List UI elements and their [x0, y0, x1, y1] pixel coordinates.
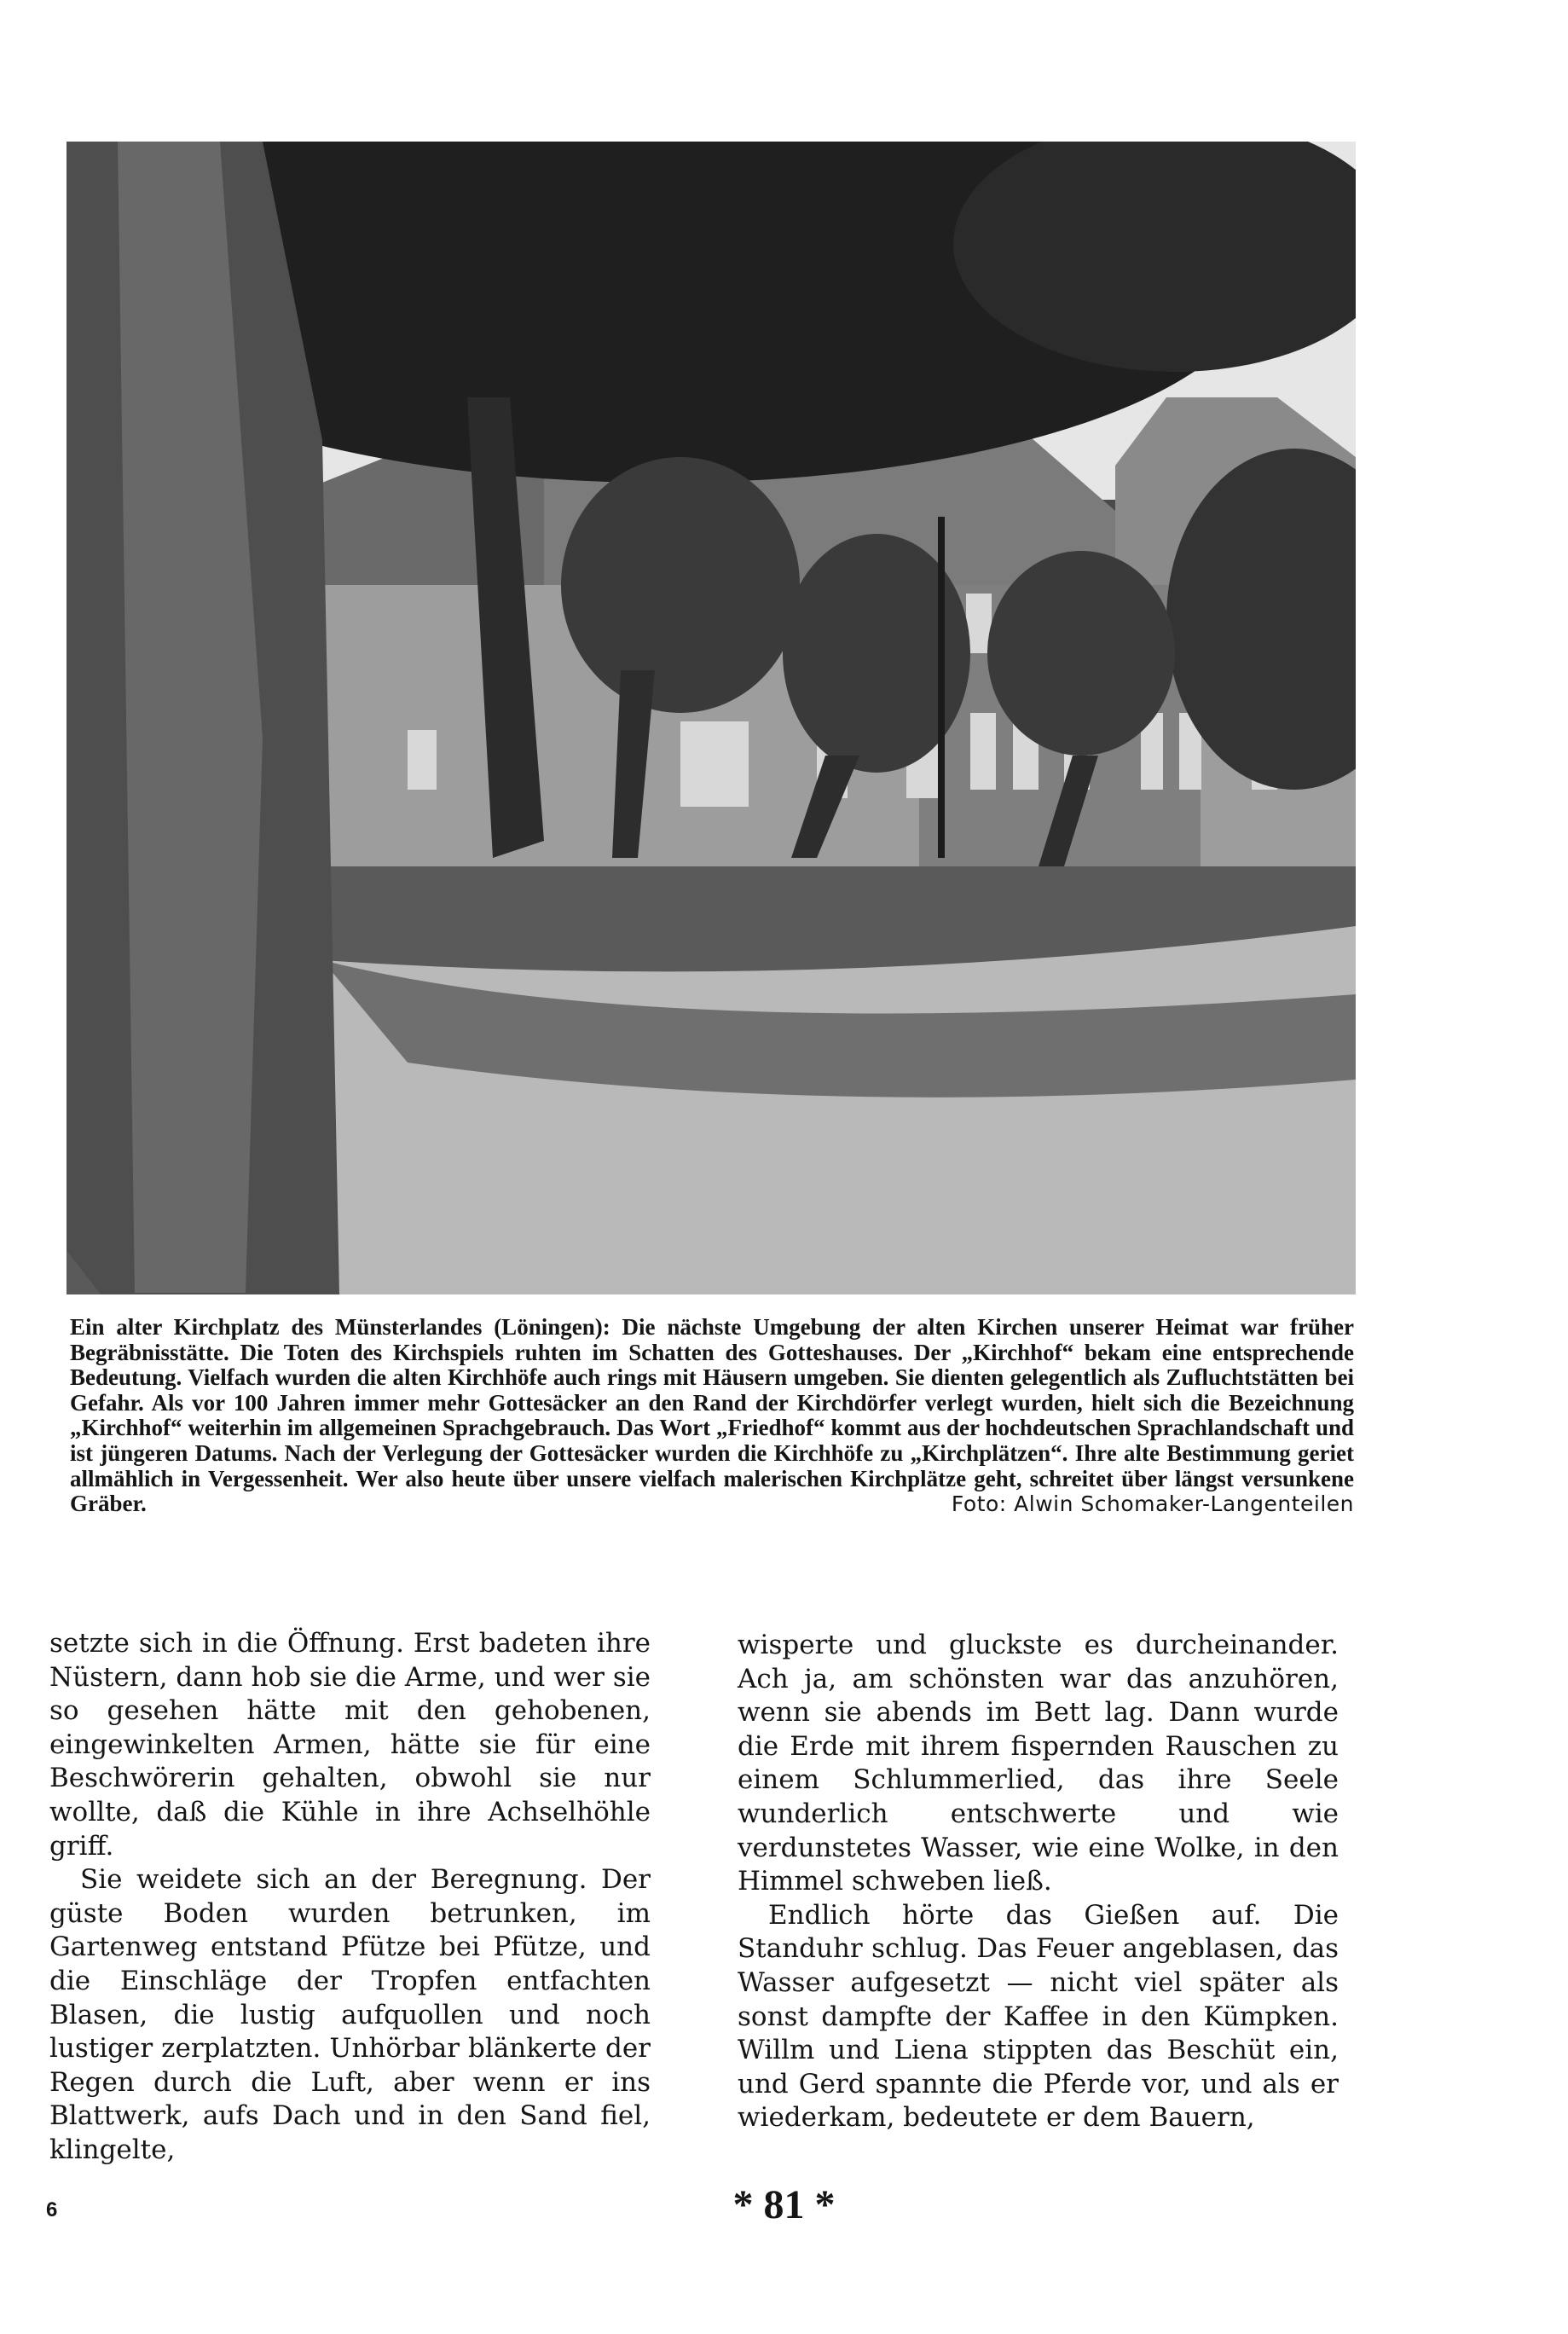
- right-paragraph-1: wisperte und gluckste es durcheinander. Ach ja, am schönsten war das anzuhören, wenn sie abends im Bett lag. Dann wurde die Erde mit ihrem fispernden Rauschen zu einem Schlummerlied, das ihre Seele wunderlich entschwerte und wie verdunstetes Wasser, wie eine Wolke, in den Himmel schweben ließ.: [738, 1630, 1339, 1897]
- photo-credit: Foto: Alwin Schomaker-Langenteilen: [951, 1491, 1354, 1517]
- church-square-photo: [67, 142, 1356, 1294]
- page-number: * 81 *: [732, 2182, 836, 2227]
- left-paragraph-2: Sie weidete sich an der Beregnung. Der güste Boden wurden betrunken, im Gartenweg entstand Pfütze bei Pfütze, und die Einschläge der Tropfen entfachten Blasen, die lustig aufquollen und noch lustiger zerplatzten. Unhörbar blänkerte der Regen durch die Luft, aber wenn er ins Blattwerk, aufs Dach und in den Sand fiel, klingelte,: [49, 1864, 651, 2165]
- left-text-column: [49, 1627, 651, 2168]
- right-paragraph-2: Endlich hörte das Gießen auf. Die Standuhr schlug. Das Feuer angeblasen, das Wasser aufgesetzt — nicht viel später als sonst dampfte der Kaffee in den Kümpken. Willm und Liena stippten das Beschüt ein, und Gerd spannte die Pferde vor, und als er wiederkam, bedeutete er dem Bauern,: [738, 1899, 1339, 2134]
- folio-number: 6: [46, 2198, 58, 2221]
- left-paragraph-1: setzte sich in die Öffnung. Erst badeten ihre Nüstern, dann hob sie die Arme, und wer sie so gesehen hätte mit den gehobenen, eingewinkelten Armen, hätte sie für eine Beschwörerin gehalten, obwohl sie nur wollte, daß die Kühle in ihre Achselhöhle griff.: [49, 1628, 651, 1862]
- right-text-column: [738, 1629, 1339, 2135]
- caption-text: Ein alter Kirchplatz des Münsterlandes (Löningen): Die nächste Umgebung der alten Kirchen unserer Heimat war früher Begräbnisstätte. Die Toten des Kirchspiels ruhten im Schatten des Gotteshauses. Der „Kirchhof“ bekam eine entsprechende Bedeutung. Vielfach wurden die alten Kirchhöfe auch rings mit Häusern umgeben. Sie dienten gelegentlich als Zufluchtstätten bei Gefahr. Als vor 100 Jahren immer mehr Gottesäcker an den Rand der Kirchdörfer verlegt wurden, hielt sich die Bezeichnung „Kirchhof“ weiterhin im allgemeinen Sprachgebrauch. Das Wort „Friedhof“ kommt aus der hochdeutschen Sprachlandschaft und ist jüngeren Datums. Nach der Verlegung der Gottesäcker wurden die Kirchhöfe zu „Kirchplätzen“. Ihre alte Bestimmung geriet allmählich in Vergessenheit. Wer also heute über unsere vielfach malerischen Kirchplätze geht, schreitet über längst versunkene Gräber.: [70, 1314, 1354, 1517]
- photo-caption: [70, 1315, 1354, 1517]
